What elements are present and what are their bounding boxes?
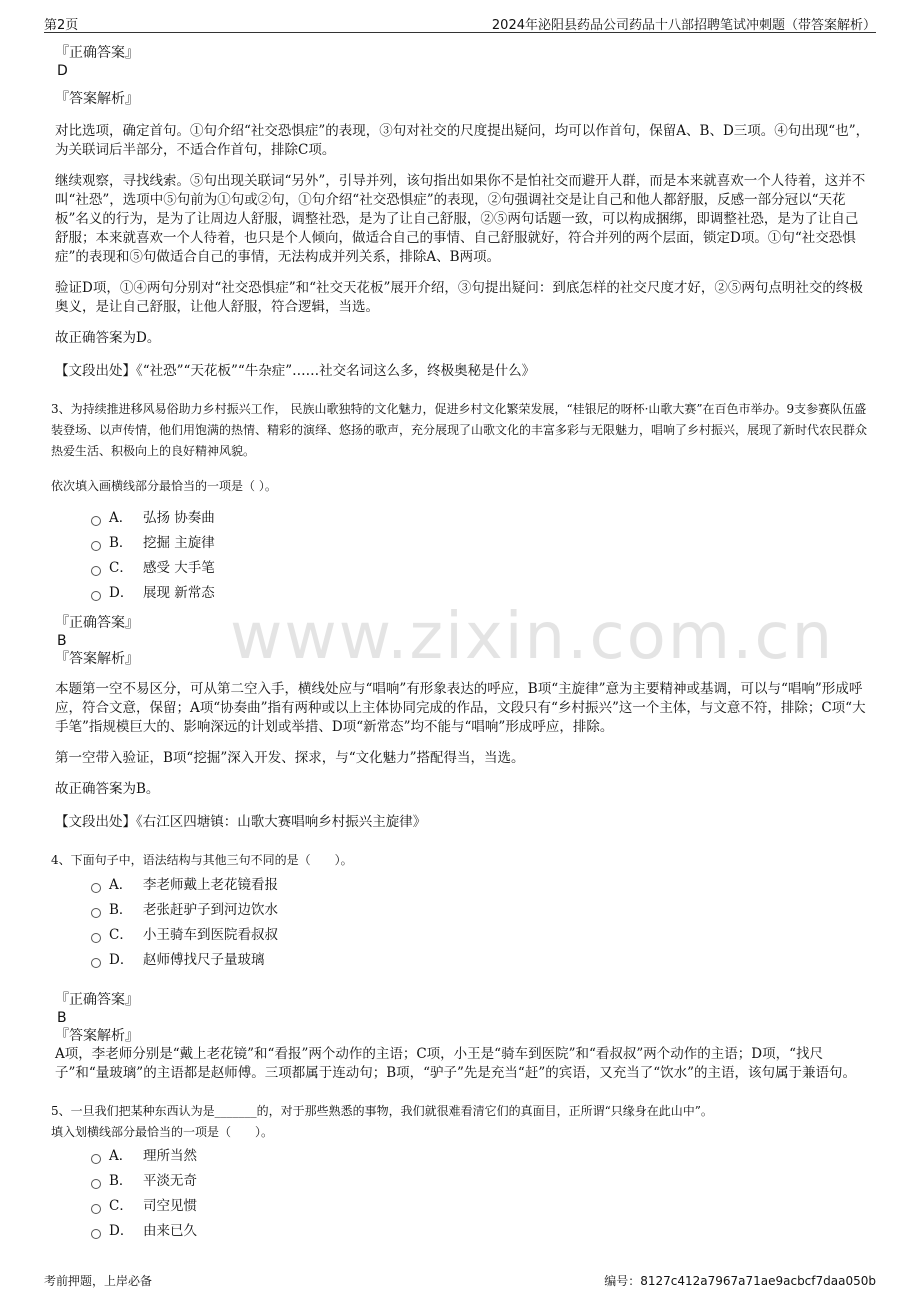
q3-answer: B xyxy=(57,633,67,649)
option-key: A． xyxy=(109,1148,133,1164)
option-key: A． xyxy=(109,510,133,526)
q3-explanation-3: 故正确答案为B。 xyxy=(55,781,160,797)
radio-icon[interactable] xyxy=(91,516,101,526)
correct-answer-label: 『正确答案』 xyxy=(55,992,139,1008)
page-content xyxy=(51,44,870,1252)
q4-options xyxy=(91,873,870,973)
q4-option-d[interactable] xyxy=(91,948,870,973)
radio-icon[interactable] xyxy=(91,908,101,918)
q3-source-text: 《右江区四塘镇：山歌大赛唱响乡村振兴主旋律》 xyxy=(136,814,427,830)
q5-options xyxy=(91,1144,870,1244)
option-text: 理所当然 xyxy=(143,1148,197,1164)
option-key: B． xyxy=(109,1173,133,1189)
option-key: A． xyxy=(109,877,133,893)
option-key: D． xyxy=(109,952,134,968)
option-key: C． xyxy=(109,927,133,943)
q2-answer: D xyxy=(57,63,68,79)
q3-source xyxy=(55,813,870,832)
option-text: 小王骑车到医院看叔叔 xyxy=(143,927,278,943)
source-label: 【文段出处】 xyxy=(55,814,136,830)
option-key: C． xyxy=(109,560,133,576)
q4-option-b[interactable] xyxy=(91,898,870,923)
q2-source-text: 《“社恐”“天花板”“牛杂症”……社交名词这么多，终极奥秘是什么》 xyxy=(136,363,536,379)
option-text: 挖掘 主旋律 xyxy=(143,535,215,551)
radio-icon[interactable] xyxy=(91,933,101,943)
q3-stem: 3、为持续推进移风易俗助力乡村振兴工作， 民族山歌独特的文化魅力，促进乡村文化繁荣发展，“桂银尼的呀杯·山歌大赛”在百色市举办。9支参赛队伍盛装登场、以声传情，他们用饱满的热情、精彩的演绎、悠扬的歌声，充分展现了山歌文化的丰富多彩与无限魅力，唱响了乡村振兴，展现了新时代农民群众热爱生活、积极向上的良好精神风貌。 xyxy=(51,402,868,458)
option-text: 感受 大手笔 xyxy=(143,560,215,576)
q2-explanation-3: 验证D项，①④两句分别对“社交恐惧症”和“社交天花板”展开介绍，③句提出疑问：到底怎样的社交尺度才好，②⑤两句点明社交的终极奥义，是让自己舒服，让他人舒服，符合逻辑，当选。 xyxy=(55,280,863,315)
q3-explanation-1: 本题第一空不易区分，可从第二空入手，横线处应与“唱响”有形象表达的呼应，B项“主旋律”意为主要精神或基调，可以与“唱响”形成呼应，符合文意，保留；A项“协奏曲”指有两种或以上主体协同完成的作品，文段只有“乡村振兴”这一个主体，与文意不符，排除；C项“大手笔”指规模巨大的、影响深远的计划或举措、D项“新常态”均不能与“唱响”形成呼应，排除。 xyxy=(55,681,866,735)
q5-stem: 5、一旦我们把某种东西认为是_______的，对于那些熟悉的事物，我们就很难看清它们的真面目，正所谓“只缘身在此山中”。 xyxy=(51,1104,713,1118)
radio-icon[interactable] xyxy=(91,1229,101,1239)
option-key: D． xyxy=(109,1223,134,1239)
option-text: 李老师戴上老花镜看报 xyxy=(143,877,278,893)
q5-option-c[interactable] xyxy=(91,1194,870,1219)
option-text: 司空见惯 xyxy=(143,1198,197,1214)
option-text: 平淡无奇 xyxy=(143,1173,197,1189)
q5-prompt: 填入划横线部分最恰当的一项是（ ）。 xyxy=(51,1125,274,1139)
option-key: D． xyxy=(109,585,134,601)
radio-icon[interactable] xyxy=(91,566,101,576)
q3-option-b[interactable] xyxy=(91,531,870,556)
q4-answer: B xyxy=(57,1010,67,1026)
explanation-label: 『答案解析』 xyxy=(55,1028,139,1044)
q5-option-b[interactable] xyxy=(91,1169,870,1194)
document-title: 2024年泌阳县药品公司药品十八部招聘笔试冲刺题（带答案解析） xyxy=(491,18,876,33)
q3-option-c[interactable] xyxy=(91,556,870,581)
radio-icon[interactable] xyxy=(91,1154,101,1164)
page-header xyxy=(44,12,876,33)
radio-icon[interactable] xyxy=(91,541,101,551)
option-key: B． xyxy=(109,902,133,918)
q3-explanation-2: 第一空带入验证，B项“挖掘”深入开发、探求，与“文化魅力”搭配得当，当选。 xyxy=(55,750,525,766)
q2-explanation-2: 继续观察，寻找线索。⑤句出现关联词“另外”，引导并列，该句指出如果你不是怕社交而避开人群，而是本来就喜欢一个人待着，这并不叫“社恐”，选项中⑤句前为①句或②句，①句介绍“社交恐惧症”的表现，②句强调社交是让自己和他人都舒服，反感一部分冠以“天花板”名义的行为，是为了让周边人舒服，调整社恐，是为了让自己舒服，②⑤两句话题一致，可以构成捆绑，即调整社恐，是为了让自己舒服；本来就喜欢一个人待着，也只是个人倾向，做适合自己的事情、自己舒服就好，符合并列的两个层面，锁定D项。①句“社交恐惧症”的表现和⑤句做适合自己的事情，无法构成并列关系，排除A、B两项。 xyxy=(55,173,866,265)
radio-icon[interactable] xyxy=(91,958,101,968)
q4-explanation: A项，李老师分别是“戴上老花镜”和“看报”两个动作的主语；C项，小王是“骑车到医院”和“看叔叔”两个动作的主语；D项，“找尺子”和“量玻璃”的主语都是赵师傅。三项都属于连动句；B项，“驴子”先是充当“赶”的宾语，又充当了“饮水”的主语，该句属于兼语句。 xyxy=(55,1046,857,1081)
page-number: 第2页 xyxy=(44,18,79,33)
q2-explanation-4: 故正确答案为D。 xyxy=(55,330,161,346)
q3-option-d[interactable] xyxy=(91,581,870,606)
radio-icon[interactable] xyxy=(91,1179,101,1189)
explanation-label: 『答案解析』 xyxy=(55,91,139,107)
q4-option-a[interactable] xyxy=(91,873,870,898)
radio-icon[interactable] xyxy=(91,591,101,601)
q3-options xyxy=(91,506,870,606)
q4-stem: 4、下面句子中，语法结构与其他三句不同的是（ ）。 xyxy=(51,853,353,867)
option-text: 弘扬 协奏曲 xyxy=(143,510,215,526)
option-text: 由来已久 xyxy=(143,1223,197,1239)
footer-slogan: 考前押题，上岸必备 xyxy=(44,1274,153,1288)
q3-prompt: 依次填入画横线部分最恰当的一项是（ ）。 xyxy=(51,479,277,493)
explanation-label: 『答案解析』 xyxy=(55,651,139,667)
option-text: 展现 新常态 xyxy=(143,585,215,601)
q2-explanation-1: 对比选项，确定首句。①句介绍“社交恐惧症”的表现，③句对社交的尺度提出疑问，均可以作首句，保留A、B、D三项。④句出现“也”，为关联词后半部分，不适合作首句，排除C项。 xyxy=(55,123,870,158)
option-text: 老张赶驴子到河边饮水 xyxy=(143,902,278,918)
q5-option-a[interactable] xyxy=(91,1144,870,1169)
q3-option-a[interactable] xyxy=(91,506,870,531)
option-text: 赵师傅找尺子量玻璃 xyxy=(143,952,265,968)
radio-icon[interactable] xyxy=(91,1204,101,1214)
q2-source xyxy=(55,362,870,381)
q5-option-d[interactable] xyxy=(91,1219,870,1244)
source-label: 【文段出处】 xyxy=(55,363,136,379)
option-key: C． xyxy=(109,1198,133,1214)
option-key: B． xyxy=(109,535,133,551)
q4-option-c[interactable] xyxy=(91,923,870,948)
correct-answer-label: 『正确答案』 xyxy=(55,45,139,61)
watermark: www.zixin.com.cn xyxy=(230,600,835,674)
document-id: 编号：8127c412a7967a71ae9acbcf7daa050b xyxy=(604,1274,876,1288)
correct-answer-label: 『正确答案』 xyxy=(55,615,139,631)
radio-icon[interactable] xyxy=(91,883,101,893)
